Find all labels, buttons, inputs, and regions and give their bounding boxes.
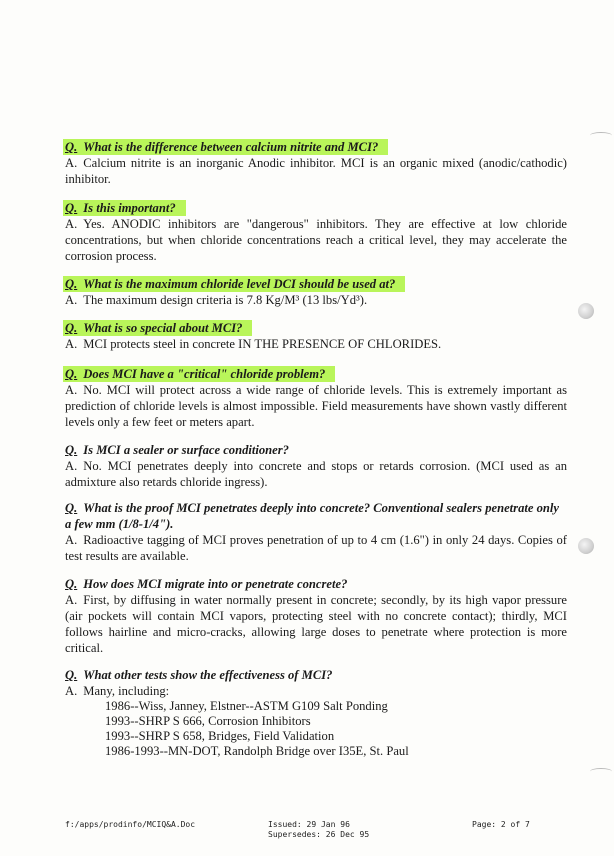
question-label: Q. bbox=[65, 443, 78, 457]
question-label: Q. bbox=[65, 277, 78, 291]
answer-label: A. bbox=[65, 383, 78, 397]
question-text: What is the proof MCI penetrates deeply into concrete? Conventional sealers penetrate only a few mm (1/8-1/4"). bbox=[65, 501, 560, 531]
answer-text: The maximum design criteria is 7.8 Kg/M³ (13 lbs/Yd³). bbox=[83, 293, 368, 307]
question-text: What other tests show the effectiveness of MCI? bbox=[83, 668, 333, 682]
answer-text: First, by diffusing in water normally present in concrete; secondly, by its high vapor pressure (air pockets will contain MCI vapors, protecting steel with no concrete contact); thirdly, MCI follows hairline and micro-cracks, allowing large doses to penetrate where protection is more critical. bbox=[65, 593, 567, 655]
qa-item bbox=[65, 200, 567, 264]
punch-hole bbox=[578, 303, 594, 319]
question-text: What is the difference between calcium nitrite and MCI? bbox=[83, 140, 379, 154]
answer bbox=[65, 292, 567, 308]
answer-label: A. bbox=[65, 593, 78, 607]
answer-text: Yes. ANODIC inhibitors are "dangerous" inhibitors. They are effective at low chloride concentrations, but when chloride concentrations reach a critical level, they may accelerate the corrosion process. bbox=[65, 217, 567, 263]
footer-issued: Issued: 29 Jan 96 bbox=[268, 820, 350, 829]
qa-item bbox=[65, 320, 567, 352]
question-text: How does MCI migrate into or penetrate concrete? bbox=[83, 577, 348, 591]
question-label: Q. bbox=[65, 668, 78, 682]
punch-hole bbox=[578, 538, 594, 554]
answer-text: Calcium nitrite is an inorganic Anodic inhibitor. MCI is an organic mixed (anodic/cathodic) inhibitor. bbox=[65, 156, 567, 186]
question bbox=[65, 442, 567, 458]
footer-dates bbox=[268, 820, 369, 840]
answer-label: A. bbox=[65, 293, 78, 307]
list-item: 1993--SHRP S 658, Bridges, Field Validation bbox=[105, 729, 335, 743]
qa-item bbox=[65, 276, 567, 308]
answer-label: A. bbox=[65, 156, 78, 170]
answer bbox=[65, 336, 567, 352]
question-label: Q. bbox=[65, 201, 78, 215]
question-label: Q. bbox=[65, 577, 78, 591]
answer bbox=[65, 683, 567, 699]
question-label: Q. bbox=[65, 321, 78, 335]
question-label: Q. bbox=[65, 501, 78, 515]
question bbox=[65, 139, 567, 155]
qa-item bbox=[65, 576, 567, 656]
qa-item bbox=[65, 366, 567, 430]
answer bbox=[65, 458, 567, 490]
question-label: Q. bbox=[65, 367, 78, 381]
answer-text: Radioactive tagging of MCI proves penetration of up to 4 cm (1.6") in only 24 days. Copies of test results are available. bbox=[65, 533, 567, 563]
question bbox=[65, 200, 567, 216]
list-item: 1986--Wiss, Janney, Elstner--ASTM G109 Salt Ponding bbox=[105, 699, 388, 713]
footer-supersedes: Supersedes: 26 Dec 95 bbox=[268, 830, 370, 839]
question-text: Does MCI have a "critical" chloride problem? bbox=[83, 367, 326, 381]
question-text: What is the maximum chloride level DCI should be used at? bbox=[83, 277, 396, 291]
question-text: Is this important? bbox=[83, 201, 176, 215]
answer-label: A. bbox=[65, 459, 78, 473]
answer bbox=[65, 216, 567, 264]
answer-text: No. MCI will protect across a wide range of chloride levels. This is extremely important as prediction of chloride levels is almost impossible. Field measurements have shown vastly different levels only a few feet or meters apart. bbox=[65, 383, 567, 429]
question-text: What is so special about MCI? bbox=[83, 321, 243, 335]
answer bbox=[65, 382, 567, 430]
qa-item bbox=[65, 139, 567, 187]
question bbox=[65, 366, 567, 382]
qa-item bbox=[65, 667, 567, 759]
answer bbox=[65, 592, 567, 656]
question bbox=[65, 276, 567, 292]
list-item: 1986-1993--MN-DOT, Randolph Bridge over I35E, St. Paul bbox=[105, 744, 409, 758]
scan-mark bbox=[590, 132, 612, 139]
qa-item bbox=[65, 500, 567, 564]
answer-label: A. bbox=[65, 533, 78, 547]
question-label: Q. bbox=[65, 140, 78, 154]
test-list bbox=[65, 699, 567, 759]
list-item: 1993--SHRP S 666, Corrosion Inhibitors bbox=[105, 714, 311, 728]
footer-page: Page: 2 of 7 bbox=[472, 820, 530, 829]
answer-text: MCI protects steel in concrete IN THE PRESENCE OF CHLORIDES. bbox=[83, 337, 442, 351]
question bbox=[65, 576, 567, 592]
scan-mark bbox=[590, 768, 612, 775]
answer-label: A. bbox=[65, 337, 78, 351]
question bbox=[65, 667, 567, 683]
qa-item bbox=[65, 442, 567, 490]
answer bbox=[65, 532, 567, 564]
question bbox=[65, 500, 567, 532]
answer-text: Many, including: bbox=[83, 684, 170, 698]
footer-path: f:/apps/prodinfo/MCIQ&A.Doc bbox=[65, 820, 196, 829]
answer-label: A. bbox=[65, 217, 78, 231]
answer bbox=[65, 155, 567, 187]
question bbox=[65, 320, 567, 336]
answer-text: No. MCI penetrates deeply into concrete and stops or retards corrosion. (MCI used as an admixture also retards chloride ingress). bbox=[65, 459, 567, 489]
answer-label: A. bbox=[65, 684, 78, 698]
question-text: Is MCI a sealer or surface conditioner? bbox=[83, 443, 289, 457]
